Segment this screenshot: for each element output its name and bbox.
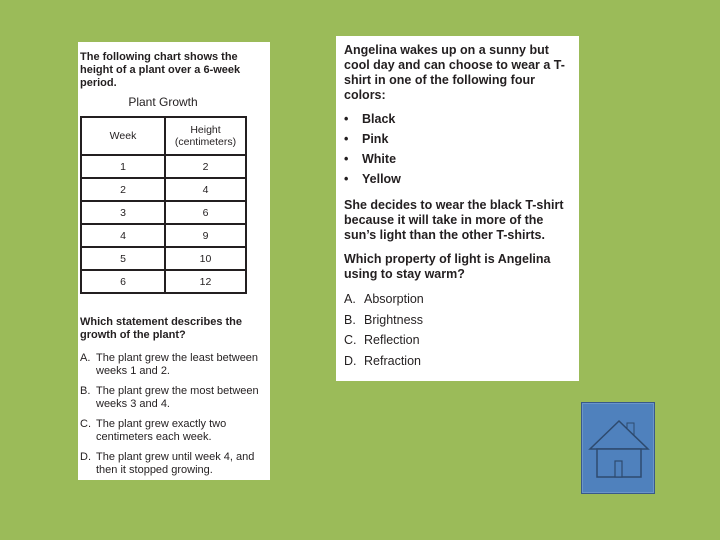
option-letter: D. [80,451,91,463]
week-cell: 4 [81,224,165,247]
answer-option-c[interactable] [80,418,270,444]
list-item [344,132,401,152]
week-cell: 6 [81,270,165,293]
list-item [344,152,401,172]
color-label: Pink [362,132,389,146]
option-text: Brightness [364,312,424,327]
table-row [81,155,246,178]
plant-growth-table [80,116,247,294]
answer-option-b[interactable] [344,313,534,334]
option-letter: D. [344,353,357,368]
option-letter: C. [344,333,357,347]
house-icon [582,403,656,495]
color-choice-list [344,112,401,192]
answer-option-a[interactable] [80,352,270,378]
bullet-icon: • [344,152,349,166]
height-cell: 2 [165,155,246,178]
answer-option-a[interactable] [344,292,534,313]
height-cell: 12 [165,270,246,293]
table-row [81,247,246,270]
height-cell: 10 [165,247,246,270]
answer-option-b[interactable] [80,385,270,411]
week-cell: 3 [81,201,165,224]
option-text: The plant grew exactly two centimeters each week. [96,418,227,443]
table-row [81,178,246,201]
plant-growth-question-card [78,42,270,480]
week-cell: 5 [81,247,165,270]
height-cell: 9 [165,224,246,247]
height-cell: 4 [165,178,246,201]
option-text: Refraction [364,353,421,368]
decision-text: She decides to wear the black T-shirt because it will take in more of the sun’s light than the other T-shirts. [344,198,564,242]
option-text: Reflection [364,333,420,347]
table-row [81,224,246,247]
option-text: The plant grew the least between weeks 1 and 2. [96,352,259,377]
color-label: Black [362,112,396,126]
list-item [344,112,401,132]
list-item [344,172,401,192]
option-text: Absorption [364,292,424,306]
option-text: The plant grew until week 4, and then it stopped growing. [96,451,255,476]
height-cell: 6 [165,201,246,224]
answer-option-d[interactable] [344,354,534,375]
table-row [81,201,246,224]
option-text: The plant grew the most between weeks 3 and 4. [96,385,259,410]
option-letter: A. [80,352,91,364]
answer-option-c[interactable] [344,333,534,354]
color-label: Yellow [362,172,401,186]
table-title: Plant Growth [128,95,198,109]
scenario-intro-text: Angelina wakes up on a sunny but cool day and can choose to wear a T-shirt in one of the following four colors: [344,43,565,102]
week-cell: 2 [81,178,165,201]
option-letter: B. [344,312,356,327]
answer-option-d[interactable] [80,451,270,477]
option-letter: A. [344,292,356,306]
option-letter: C. [80,418,91,430]
home-button[interactable] [581,402,655,494]
light-answer-options [344,292,534,374]
bullet-icon: • [344,172,349,186]
growth-question-text: Which statement describes the growth of the plant? [80,316,242,341]
chart-intro-text: The following chart shows the height of a plant over a 6-week period. [80,51,241,89]
growth-answer-options [80,352,270,484]
table-row [81,270,246,293]
bullet-icon: • [344,112,349,126]
bullet-icon: • [344,132,349,146]
header-height: Height (centimeters) [165,117,246,155]
header-week: Week [81,117,165,155]
option-letter: B. [80,385,91,397]
color-label: White [362,152,397,166]
week-cell: 1 [81,155,165,178]
light-question-text: Which property of light is Angelina using to stay warm? [344,252,551,281]
light-property-question-card [336,36,579,381]
